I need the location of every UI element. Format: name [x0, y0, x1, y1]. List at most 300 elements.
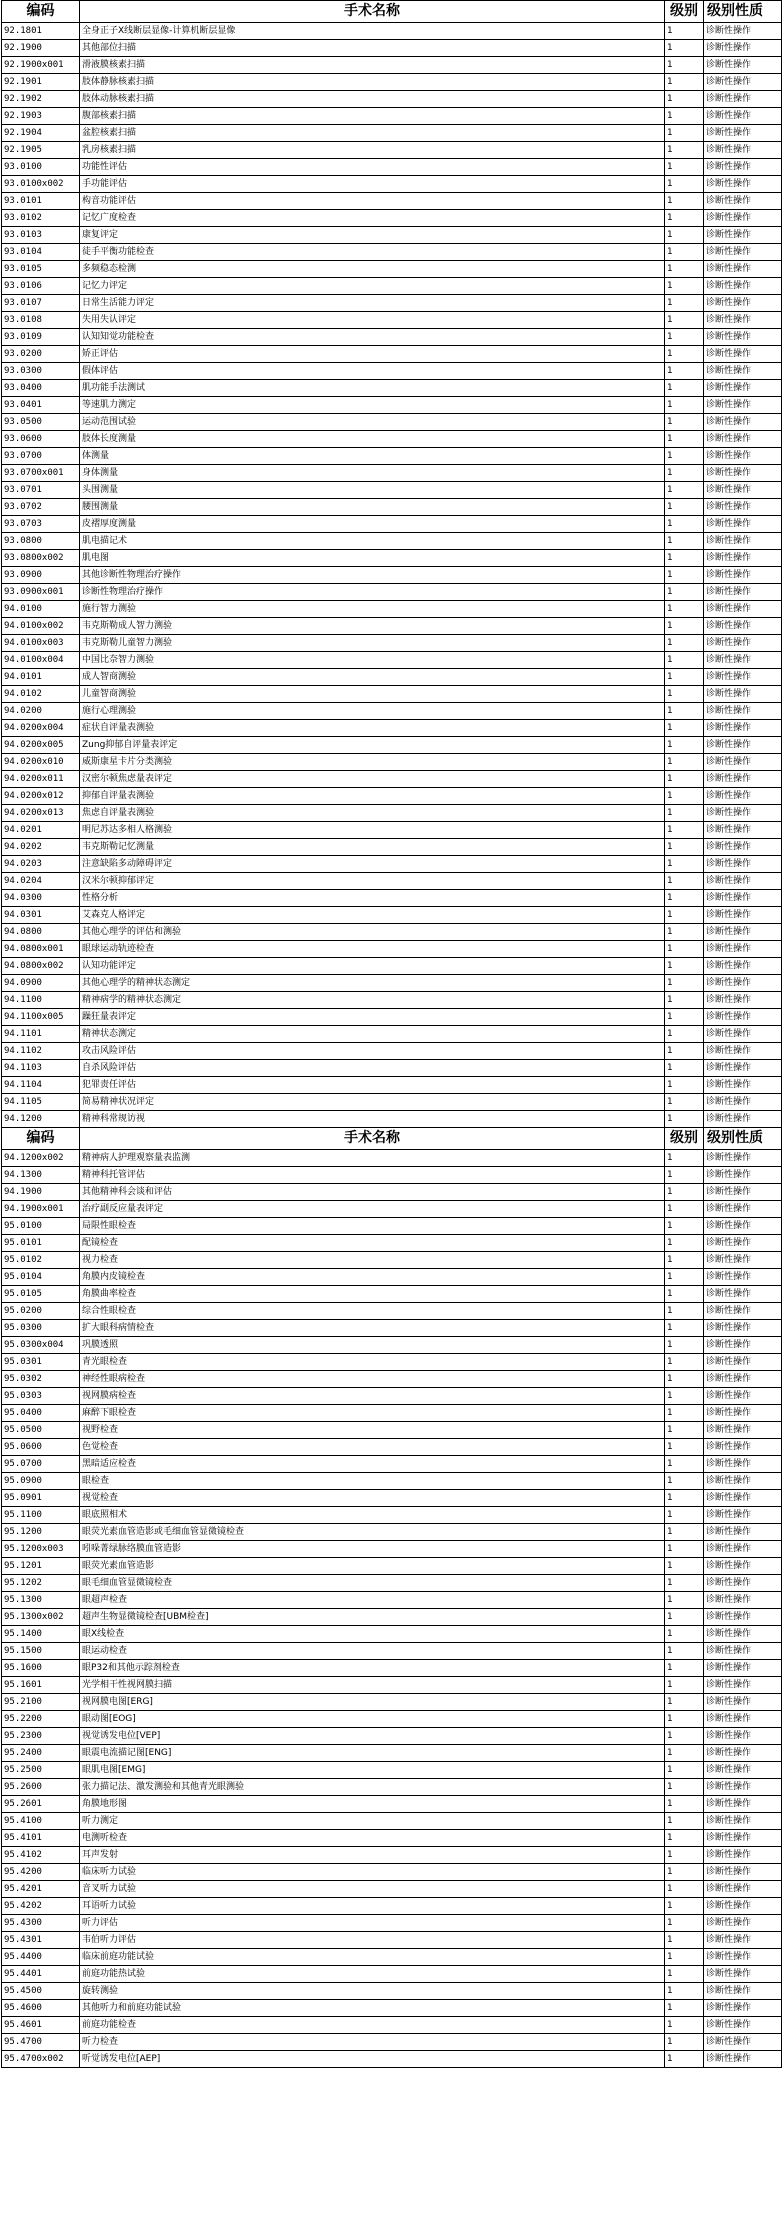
cell-name: 抑郁自评量表测验	[80, 788, 665, 805]
cell-level: 1	[665, 1218, 704, 1235]
cell-name: 失用失认评定	[80, 312, 665, 329]
cell-level: 1	[665, 1779, 704, 1796]
cell-code: 93.0701	[2, 482, 80, 499]
table-row	[2, 1643, 782, 1660]
cell-name: 眼震电流描记图[ENG]	[80, 1745, 665, 1762]
cell-name: 视网膜病检查	[80, 1388, 665, 1405]
cell-nature: 诊断性操作	[704, 1094, 782, 1111]
cell-name: 角膜曲率检查	[80, 1286, 665, 1303]
cell-level: 1	[665, 244, 704, 261]
cell-nature: 诊断性操作	[704, 907, 782, 924]
table-row	[2, 1898, 782, 1915]
cell-name: 听力测定	[80, 1813, 665, 1830]
table-header-row	[2, 1128, 782, 1150]
cell-code: 95.1600	[2, 1660, 80, 1677]
cell-code: 95.4100	[2, 1813, 80, 1830]
table-row	[2, 1575, 782, 1592]
cell-nature: 诊断性操作	[704, 210, 782, 227]
cell-level: 1	[665, 754, 704, 771]
cell-name: 神经性眼病检查	[80, 1371, 665, 1388]
cell-nature: 诊断性操作	[704, 1490, 782, 1507]
cell-nature: 诊断性操作	[704, 1881, 782, 1898]
table-row	[2, 346, 782, 363]
table-row	[2, 1354, 782, 1371]
cell-level: 1	[665, 1043, 704, 1060]
cell-code: 93.0109	[2, 329, 80, 346]
cell-level: 1	[665, 975, 704, 992]
cell-level: 1	[665, 737, 704, 754]
cell-nature: 诊断性操作	[704, 1915, 782, 1932]
cell-code: 94.1104	[2, 1077, 80, 1094]
table-row	[2, 312, 782, 329]
cell-nature: 诊断性操作	[704, 652, 782, 669]
cell-code: 95.0700	[2, 1456, 80, 1473]
cell-level: 1	[665, 1915, 704, 1932]
cell-code: 95.2601	[2, 1796, 80, 1813]
cell-nature: 诊断性操作	[704, 720, 782, 737]
cell-level: 1	[665, 1694, 704, 1711]
cell-code: 93.0100x002	[2, 176, 80, 193]
cell-level: 1	[665, 1558, 704, 1575]
cell-name: 头围测量	[80, 482, 665, 499]
cell-name: 旋转测验	[80, 1983, 665, 2000]
cell-code: 94.0203	[2, 856, 80, 873]
table-row	[2, 1167, 782, 1184]
cell-name: 儿童智商测验	[80, 686, 665, 703]
cell-name: 皮褶厚度测量	[80, 516, 665, 533]
cell-code: 95.0101	[2, 1235, 80, 1252]
cell-nature: 诊断性操作	[704, 856, 782, 873]
cell-name: 运动范围试验	[80, 414, 665, 431]
cell-level: 1	[665, 74, 704, 91]
cell-code: 95.0200	[2, 1303, 80, 1320]
cell-nature: 诊断性操作	[704, 669, 782, 686]
table-row	[2, 1983, 782, 2000]
cell-level: 1	[665, 227, 704, 244]
cell-code: 93.0108	[2, 312, 80, 329]
cell-level: 1	[665, 1473, 704, 1490]
cell-code: 93.0702	[2, 499, 80, 516]
cell-nature: 诊断性操作	[704, 1150, 782, 1167]
cell-code: 95.0300	[2, 1320, 80, 1337]
table-row	[2, 1524, 782, 1541]
cell-level: 1	[665, 1864, 704, 1881]
table-row	[2, 210, 782, 227]
table-row	[2, 924, 782, 941]
cell-code: 93.0300	[2, 363, 80, 380]
cell-level: 1	[665, 1286, 704, 1303]
table-row	[2, 2034, 782, 2051]
header-name: 手术名称	[80, 1128, 665, 1150]
table-row	[2, 1405, 782, 1422]
cell-name: 汉密尔顿焦虑量表评定	[80, 771, 665, 788]
cell-name: 临床听力试验	[80, 1864, 665, 1881]
cell-name: 其他听力和前庭功能试验	[80, 2000, 665, 2017]
table-row	[2, 941, 782, 958]
cell-code: 95.1400	[2, 1626, 80, 1643]
cell-nature: 诊断性操作	[704, 1286, 782, 1303]
cell-nature: 诊断性操作	[704, 261, 782, 278]
cell-nature: 诊断性操作	[704, 1898, 782, 1915]
cell-nature: 诊断性操作	[704, 992, 782, 1009]
cell-level: 1	[665, 40, 704, 57]
cell-name: 超声生物显微镜检查[UBM检查]	[80, 1609, 665, 1626]
cell-name: 眼X线检查	[80, 1626, 665, 1643]
cell-code: 93.0400	[2, 380, 80, 397]
table-row	[2, 1558, 782, 1575]
table-row	[2, 1077, 782, 1094]
cell-level: 1	[665, 397, 704, 414]
cell-nature: 诊断性操作	[704, 193, 782, 210]
cell-nature: 诊断性操作	[704, 975, 782, 992]
cell-level: 1	[665, 992, 704, 1009]
table-row	[2, 1184, 782, 1201]
cell-nature: 诊断性操作	[704, 1592, 782, 1609]
cell-nature: 诊断性操作	[704, 1711, 782, 1728]
cell-code: 94.0100	[2, 601, 80, 618]
table-row	[2, 1337, 782, 1354]
cell-nature: 诊断性操作	[704, 1694, 782, 1711]
cell-code: 95.4401	[2, 1966, 80, 1983]
cell-nature: 诊断性操作	[704, 380, 782, 397]
cell-name: 韦克斯勒儿童智力测验	[80, 635, 665, 652]
cell-level: 1	[665, 1966, 704, 1983]
cell-code: 94.0200x010	[2, 754, 80, 771]
cell-name: Zung抑郁自评量表评定	[80, 737, 665, 754]
cell-nature: 诊断性操作	[704, 1009, 782, 1026]
cell-name: 手功能评估	[80, 176, 665, 193]
cell-nature: 诊断性操作	[704, 1320, 782, 1337]
table-row	[2, 1320, 782, 1337]
cell-code: 95.4700	[2, 2034, 80, 2051]
cell-name: 视觉检查	[80, 1490, 665, 1507]
cell-level: 1	[665, 2000, 704, 2017]
cell-code: 94.0900	[2, 975, 80, 992]
table-row	[2, 907, 782, 924]
cell-name: 吲哚菁绿脉络膜血管造影	[80, 1541, 665, 1558]
cell-name: 视觉诱发电位[VEP]	[80, 1728, 665, 1745]
cell-level: 1	[665, 278, 704, 295]
cell-nature: 诊断性操作	[704, 397, 782, 414]
cell-name: 记忆力评定	[80, 278, 665, 295]
cell-name: 艾森克人格评定	[80, 907, 665, 924]
table-row	[2, 533, 782, 550]
cell-nature: 诊断性操作	[704, 1779, 782, 1796]
procedure-table	[1, 0, 782, 2068]
table-row	[2, 91, 782, 108]
cell-name: 功能性评估	[80, 159, 665, 176]
table-row	[2, 1609, 782, 1626]
table-row	[2, 1456, 782, 1473]
table-row	[2, 1932, 782, 1949]
table-row	[2, 737, 782, 754]
cell-nature: 诊断性操作	[704, 1558, 782, 1575]
cell-nature: 诊断性操作	[704, 1026, 782, 1043]
cell-nature: 诊断性操作	[704, 805, 782, 822]
cell-level: 1	[665, 295, 704, 312]
cell-name: 韦克斯勒成人智力测验	[80, 618, 665, 635]
cell-code: 94.1300	[2, 1167, 80, 1184]
cell-name: 其他心理学的精神状态测定	[80, 975, 665, 992]
table-row	[2, 1371, 782, 1388]
cell-code: 94.0200x004	[2, 720, 80, 737]
table-row	[2, 1439, 782, 1456]
table-row	[2, 1111, 782, 1128]
cell-nature: 诊断性操作	[704, 295, 782, 312]
cell-code: 94.0300	[2, 890, 80, 907]
cell-code: 95.1500	[2, 1643, 80, 1660]
cell-nature: 诊断性操作	[704, 1762, 782, 1779]
cell-code: 94.0100x003	[2, 635, 80, 652]
cell-nature: 诊断性操作	[704, 74, 782, 91]
table-row	[2, 23, 782, 40]
cell-level: 1	[665, 1337, 704, 1354]
table-row	[2, 261, 782, 278]
cell-name: 肢体静脉核素扫描	[80, 74, 665, 91]
cell-nature: 诊断性操作	[704, 125, 782, 142]
cell-level: 1	[665, 2017, 704, 2034]
cell-name: 眼荧光素血管造影或毛细血管显微镜检查	[80, 1524, 665, 1541]
cell-name: 康复评定	[80, 227, 665, 244]
table-row	[2, 669, 782, 686]
table-row	[2, 193, 782, 210]
cell-level: 1	[665, 465, 704, 482]
cell-code: 95.0901	[2, 1490, 80, 1507]
cell-name: 肌电描记术	[80, 533, 665, 550]
cell-name: 视力检查	[80, 1252, 665, 1269]
cell-level: 1	[665, 210, 704, 227]
cell-code: 95.4601	[2, 2017, 80, 2034]
table-row	[2, 1201, 782, 1218]
cell-level: 1	[665, 1490, 704, 1507]
cell-code: 93.0100	[2, 159, 80, 176]
cell-nature: 诊断性操作	[704, 516, 782, 533]
cell-level: 1	[665, 1813, 704, 1830]
cell-level: 1	[665, 1009, 704, 1026]
cell-code: 93.0800	[2, 533, 80, 550]
table-row	[2, 1745, 782, 1762]
cell-nature: 诊断性操作	[704, 448, 782, 465]
cell-code: 93.0101	[2, 193, 80, 210]
cell-level: 1	[665, 550, 704, 567]
cell-code: 94.0101	[2, 669, 80, 686]
cell-nature: 诊断性操作	[704, 618, 782, 635]
cell-nature: 诊断性操作	[704, 533, 782, 550]
table-row	[2, 1694, 782, 1711]
cell-code: 95.0302	[2, 1371, 80, 1388]
cell-nature: 诊断性操作	[704, 312, 782, 329]
cell-code: 93.0401	[2, 397, 80, 414]
table-row	[2, 1711, 782, 1728]
cell-name: 其他诊断性物理治疗操作	[80, 567, 665, 584]
cell-code: 95.0300x004	[2, 1337, 80, 1354]
cell-name: 临床前庭功能试验	[80, 1949, 665, 1966]
table-row	[2, 805, 782, 822]
cell-name: 施行智力测验	[80, 601, 665, 618]
cell-nature: 诊断性操作	[704, 1626, 782, 1643]
cell-code: 95.0400	[2, 1405, 80, 1422]
cell-name: 精神病人护理观察量表监测	[80, 1150, 665, 1167]
cell-nature: 诊断性操作	[704, 1949, 782, 1966]
cell-name: 其他心理学的评估和测验	[80, 924, 665, 941]
cell-name: 眼荧光素血管造影	[80, 1558, 665, 1575]
cell-code: 95.1202	[2, 1575, 80, 1592]
cell-code: 95.4300	[2, 1915, 80, 1932]
cell-code: 95.1601	[2, 1677, 80, 1694]
cell-code: 94.0200x012	[2, 788, 80, 805]
cell-code: 94.1900x001	[2, 1201, 80, 1218]
cell-level: 1	[665, 1660, 704, 1677]
cell-code: 92.1801	[2, 23, 80, 40]
cell-level: 1	[665, 346, 704, 363]
cell-code: 95.0303	[2, 1388, 80, 1405]
cell-level: 1	[665, 1184, 704, 1201]
cell-level: 1	[665, 193, 704, 210]
cell-nature: 诊断性操作	[704, 1371, 782, 1388]
cell-name: 诊断性物理治疗操作	[80, 584, 665, 601]
table-row	[2, 686, 782, 703]
cell-nature: 诊断性操作	[704, 159, 782, 176]
cell-level: 1	[665, 1150, 704, 1167]
cell-level: 1	[665, 1626, 704, 1643]
cell-name: 构音功能评估	[80, 193, 665, 210]
cell-name: 黑暗适应检查	[80, 1456, 665, 1473]
cell-nature: 诊断性操作	[704, 1507, 782, 1524]
cell-name: 腹部核素扫描	[80, 108, 665, 125]
cell-level: 1	[665, 1541, 704, 1558]
cell-level: 1	[665, 1077, 704, 1094]
cell-nature: 诊断性操作	[704, 1524, 782, 1541]
cell-level: 1	[665, 1830, 704, 1847]
cell-name: 全身正子X线断层显像-计算机断层显像	[80, 23, 665, 40]
table-row	[2, 1541, 782, 1558]
cell-name: 徒手平衡功能检查	[80, 244, 665, 261]
cell-nature: 诊断性操作	[704, 1439, 782, 1456]
cell-code: 94.0200x013	[2, 805, 80, 822]
cell-code: 93.0700x001	[2, 465, 80, 482]
cell-name: 多频稳态检测	[80, 261, 665, 278]
cell-name: 张力描记法、激发测验和其他青光眼测验	[80, 1779, 665, 1796]
table-row	[2, 1626, 782, 1643]
cell-name: 角膜地形图	[80, 1796, 665, 1813]
cell-code: 93.0800x002	[2, 550, 80, 567]
cell-level: 1	[665, 1796, 704, 1813]
cell-level: 1	[665, 1354, 704, 1371]
cell-code: 94.0800x002	[2, 958, 80, 975]
table-row	[2, 125, 782, 142]
cell-level: 1	[665, 839, 704, 856]
cell-code: 95.0100	[2, 1218, 80, 1235]
cell-nature: 诊断性操作	[704, 1354, 782, 1371]
cell-name: 视网膜电图[ERG]	[80, 1694, 665, 1711]
cell-level: 1	[665, 1303, 704, 1320]
table-row	[2, 278, 782, 295]
header-nature: 级别性质	[704, 1, 782, 23]
cell-name: 腰围测量	[80, 499, 665, 516]
cell-code: 95.1201	[2, 1558, 80, 1575]
cell-nature: 诊断性操作	[704, 839, 782, 856]
cell-nature: 诊断性操作	[704, 1677, 782, 1694]
cell-name: 乳房核素扫描	[80, 142, 665, 159]
cell-name: 角膜内皮镜检查	[80, 1269, 665, 1286]
table-row	[2, 1150, 782, 1167]
cell-nature: 诊断性操作	[704, 278, 782, 295]
cell-name: 认知知觉功能检查	[80, 329, 665, 346]
cell-name: 音叉听力试验	[80, 1881, 665, 1898]
cell-level: 1	[665, 567, 704, 584]
table-row	[2, 1762, 782, 1779]
table-row	[2, 1881, 782, 1898]
cell-code: 95.4700x002	[2, 2051, 80, 2068]
cell-level: 1	[665, 1026, 704, 1043]
cell-code: 93.0703	[2, 516, 80, 533]
cell-code: 95.0500	[2, 1422, 80, 1439]
table-row	[2, 414, 782, 431]
cell-nature: 诊断性操作	[704, 1218, 782, 1235]
cell-level: 1	[665, 1932, 704, 1949]
cell-code: 95.2300	[2, 1728, 80, 1745]
table-row	[2, 1060, 782, 1077]
cell-code: 95.2400	[2, 1745, 80, 1762]
cell-nature: 诊断性操作	[704, 1864, 782, 1881]
cell-level: 1	[665, 1252, 704, 1269]
cell-nature: 诊断性操作	[704, 584, 782, 601]
cell-code: 94.0200x011	[2, 771, 80, 788]
cell-name: 体测量	[80, 448, 665, 465]
cell-level: 1	[665, 261, 704, 278]
header-code: 编码	[2, 1128, 80, 1150]
cell-level: 1	[665, 1201, 704, 1218]
cell-name: 眼毛细血管显微镜检查	[80, 1575, 665, 1592]
cell-name: 听觉诱发电位[AEP]	[80, 2051, 665, 2068]
cell-name: 眼P32和其他示踪剂检查	[80, 1660, 665, 1677]
table-row	[2, 227, 782, 244]
cell-level: 1	[665, 788, 704, 805]
cell-code: 95.1300x002	[2, 1609, 80, 1626]
cell-level: 1	[665, 23, 704, 40]
header-name: 手术名称	[80, 1, 665, 23]
cell-name: 其他部位扫描	[80, 40, 665, 57]
table-row	[2, 448, 782, 465]
cell-name: 精神状态测定	[80, 1026, 665, 1043]
table-row	[2, 1252, 782, 1269]
table-row	[2, 363, 782, 380]
table-header-row	[2, 1, 782, 23]
table-row	[2, 397, 782, 414]
cell-level: 1	[665, 907, 704, 924]
cell-nature: 诊断性操作	[704, 1745, 782, 1762]
cell-name: 记忆广度检查	[80, 210, 665, 227]
cell-level: 1	[665, 125, 704, 142]
cell-name: 等速肌力测定	[80, 397, 665, 414]
cell-code: 94.1100x005	[2, 1009, 80, 1026]
cell-level: 1	[665, 1762, 704, 1779]
cell-name: 配镜检查	[80, 1235, 665, 1252]
cell-nature: 诊断性操作	[704, 1184, 782, 1201]
table-row	[2, 380, 782, 397]
cell-nature: 诊断性操作	[704, 1609, 782, 1626]
table-row	[2, 992, 782, 1009]
cell-nature: 诊断性操作	[704, 346, 782, 363]
table-row	[2, 1235, 782, 1252]
cell-nature: 诊断性操作	[704, 754, 782, 771]
table-row	[2, 159, 782, 176]
table-row	[2, 703, 782, 720]
cell-code: 93.0104	[2, 244, 80, 261]
cell-level: 1	[665, 312, 704, 329]
cell-code: 93.0103	[2, 227, 80, 244]
cell-name: 眼底照相术	[80, 1507, 665, 1524]
